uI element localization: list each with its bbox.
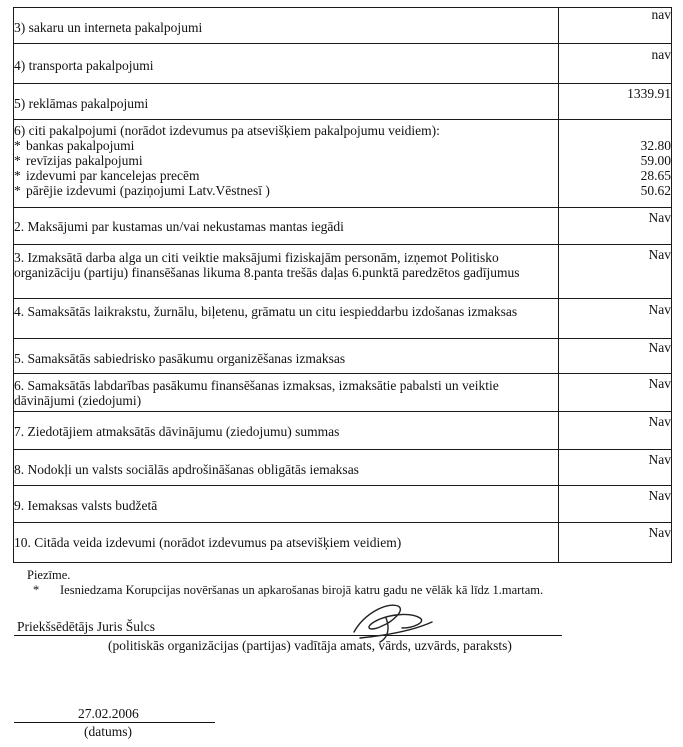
- sub-item-amount: 59.00: [640, 153, 671, 168]
- row-label: 3. Izmaksātā darba alga un citi veiktie maksājumi fiziskajām personām, izņemot Politisko organizāciju (partiju) finansēšanas likuma 8.panta trešās daļas 6.punktā paredzētos gadījumus: [14, 245, 559, 299]
- table-row: [14, 245, 672, 299]
- row-amount: nav: [559, 8, 672, 44]
- row-label: 8. Nodokļi un valsts sociālās apdrošināšanas obligātās iemaksas: [14, 450, 559, 486]
- sub-item-label: pārējie izdevumi (paziņojumi Latv.Vēstnesī ): [26, 183, 270, 198]
- row-amount: nav: [559, 44, 672, 84]
- table-row: [14, 339, 672, 374]
- sub-item-amount: 50.62: [640, 183, 671, 198]
- table-row: [14, 412, 672, 450]
- row-label: 4) transporta pakalpojumi: [14, 44, 559, 84]
- table-row: [14, 120, 672, 208]
- sub-item: [14, 168, 558, 183]
- table-row: [14, 84, 672, 120]
- sub-item: [14, 153, 558, 168]
- row-amount: Nav: [559, 412, 672, 450]
- expenses-table: [13, 7, 672, 563]
- table-row: [14, 8, 672, 44]
- row-label: 7. Ziedotājiem atmaksātās dāvinājumu (ziedojumu) summas: [14, 412, 559, 450]
- row-label: 6) citi pakalpojumi (norādot izdevumus pa atsevišķiem pakalpojumu veidiem):: [14, 123, 440, 138]
- row-label: 4. Samaksātās laikrakstu, žurnālu, biļetenu, grāmatu un citu iespieddarbu izdošanas izmaksas: [14, 299, 559, 339]
- sub-item-amount: 32.80: [640, 138, 671, 153]
- signatory-name: Priekšsēdētājs Juris Šulcs: [17, 619, 155, 634]
- date-caption: (datums): [84, 724, 132, 739]
- date-line: [14, 722, 215, 723]
- row-label: 2. Maksājumi par kustamas un/vai nekustamas mantas iegādi: [14, 208, 559, 245]
- handwritten-signature: [340, 592, 440, 644]
- row-amount: Nav: [559, 339, 672, 374]
- row-amount: Nav: [559, 245, 672, 299]
- row-label: 5) reklāmas pakalpojumi: [14, 84, 559, 120]
- row-amount: Nav: [559, 523, 672, 563]
- table-row: [14, 450, 672, 486]
- sub-item-label: izdevumi par kancelejas precēm: [26, 168, 200, 183]
- sub-item: [14, 183, 558, 198]
- signature-line: [14, 635, 562, 636]
- bullet: *: [14, 168, 21, 183]
- table-row: [14, 299, 672, 339]
- sub-item: [14, 138, 558, 153]
- row-amount: Nav: [559, 374, 672, 412]
- bullet: *: [14, 138, 21, 153]
- row-label: 6. Samaksātās labdarības pasākumu finansēšanas izmaksas, izmaksātie pabalsti un veiktie dāvinājumi (ziedojumi): [14, 374, 559, 412]
- table-row: [14, 374, 672, 412]
- table-row: [14, 44, 672, 84]
- bullet: *: [14, 153, 21, 168]
- row-amount: 1339.91: [559, 84, 672, 120]
- row-amount: Nav: [559, 299, 672, 339]
- row-amount: Nav: [559, 208, 672, 245]
- sub-amounts: [559, 120, 672, 208]
- row-label: 5. Samaksātās sabiedrisko pasākumu organizēšanas izmaksas: [14, 339, 559, 374]
- note-bullet: *: [33, 583, 40, 597]
- sub-item-amount: 28.65: [640, 168, 671, 183]
- note-title: Piezīme.: [27, 568, 71, 582]
- row-label: 3) sakaru un interneta pakalpojumi: [14, 8, 559, 44]
- date-value: 27.02.2006: [78, 706, 139, 721]
- table-row: [14, 523, 672, 563]
- bullet: *: [14, 183, 21, 198]
- row-label-group: [14, 120, 559, 208]
- signature-caption: (politiskās organizācijas (partijas) vadītāja amats, vārds, uzvārds, paraksts): [108, 638, 512, 653]
- row-amount: Nav: [559, 486, 672, 523]
- table-row: [14, 486, 672, 523]
- sub-item-label: revīzijas pakalpojumi: [26, 153, 143, 168]
- row-label: 10. Citāda veida izdevumi (norādot izdevumus pa atsevišķiem veidiem): [14, 523, 559, 563]
- row-amount: Nav: [559, 450, 672, 486]
- table-row: [14, 208, 672, 245]
- sub-item-label: bankas pakalpojumi: [26, 138, 135, 153]
- note-text: Iesniedzama Korupcijas novēršanas un apkarošanas birojā katru gadu ne vēlāk kā līdz 1.martam.: [60, 583, 544, 597]
- row-label: 9. Iemaksas valsts budžetā: [14, 486, 559, 523]
